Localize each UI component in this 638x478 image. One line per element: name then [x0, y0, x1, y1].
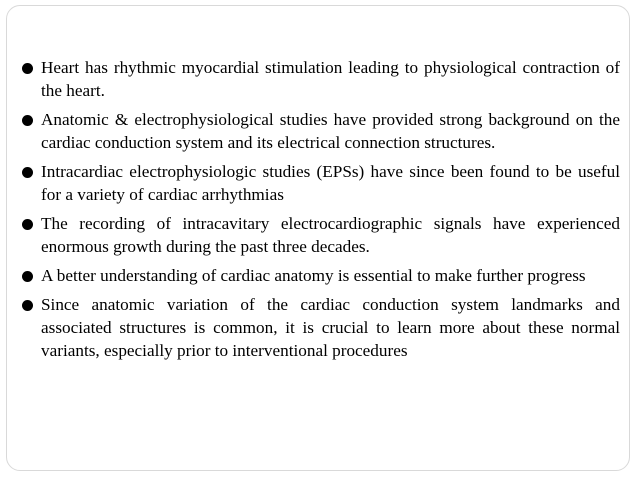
- bullet-item: [22, 108, 620, 154]
- bullet-item: [22, 264, 620, 287]
- bullet-icon: [22, 63, 33, 74]
- bullet-item: [22, 212, 620, 258]
- bullet-icon: [22, 115, 33, 126]
- bullet-text: The recording of intracavitary electrocardiographic signals have experienced enormous growth during the past three decades.: [41, 214, 620, 256]
- bullet-text: Since anatomic variation of the cardiac conduction system landmarks and associated structures is common, it is crucial to learn more about these normal variants, especially prior to interventional procedures: [41, 295, 620, 360]
- bullet-item: [22, 293, 620, 362]
- bullet-icon: [22, 271, 33, 282]
- bullet-icon: [22, 219, 33, 230]
- bullet-item: [22, 56, 620, 102]
- bullet-text: A better understanding of cardiac anatomy is essential to make further progress: [41, 266, 586, 285]
- bullet-icon: [22, 167, 33, 178]
- bullet-text: Anatomic & electrophysiological studies have provided strong background on the cardiac conduction system and its electrical connection structures.: [41, 110, 620, 152]
- bullet-text: Intracardiac electrophysiologic studies (EPSs) have since been found to be useful for a variety of cardiac arrhythmias: [41, 162, 620, 204]
- bullet-text: Heart has rhythmic myocardial stimulation leading to physiological contraction of the heart.: [41, 58, 620, 100]
- bullet-item: [22, 160, 620, 206]
- bullet-icon: [22, 300, 33, 311]
- bullet-list: [22, 56, 620, 368]
